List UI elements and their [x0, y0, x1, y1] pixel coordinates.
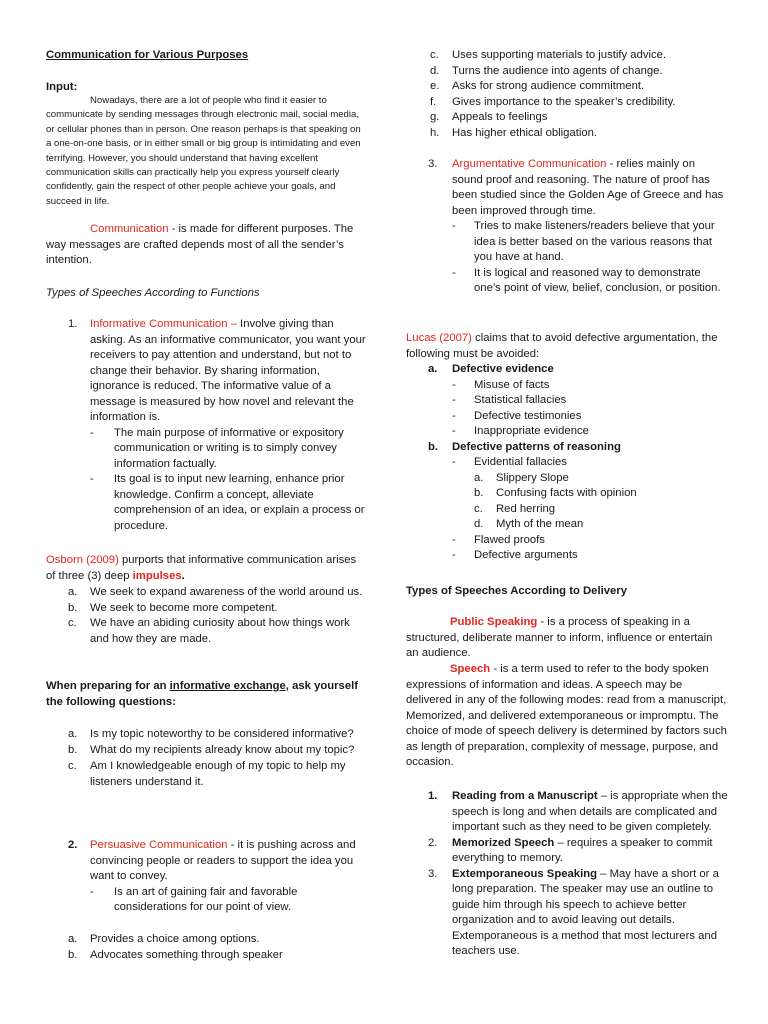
- list-item: a. Provides a choice among options.: [68, 933, 260, 945]
- informative-paragraph: [90, 317, 366, 426]
- communication-paragraph: [46, 222, 364, 269]
- osborn-paragraph: Osborn (2009) purports that informative communication arises of three (3) deep impulses.: [46, 554, 357, 582]
- defective-list: [428, 362, 728, 564]
- lucas-citation: Lucas (2007): [406, 332, 472, 344]
- lucas-paragraph: Lucas (2007) claims that to avoid defective argumentation, the following must be avoided:: [406, 332, 718, 360]
- list-item: b. We seek to become more competent.: [68, 601, 278, 614]
- list-item: b. Confusing facts with opinion: [474, 487, 637, 499]
- list-item: e. Asks for strong audience commitment.: [430, 80, 645, 92]
- list-item: b. Defective patterns of reasoning: [428, 440, 621, 453]
- list-item: - Statistical fallacies: [452, 394, 567, 406]
- public-speaking-term: Public Speaking: [450, 616, 538, 628]
- persuasive-number: 2.: [68, 839, 78, 851]
- argumentative-definition: - relies mainly on sound proof and reasoning. The nature of proof has been studied since the Golden Age of Greece and has been improved through time.: [452, 158, 724, 217]
- list-item: f. Gives importance to the speaker’s credibility.: [430, 95, 676, 108]
- list-item: a. Is my topic noteworthy to be considered informative?: [68, 728, 354, 740]
- argumentative-paragraph: [452, 157, 728, 219]
- list-item: 2. Memorized Speech – requires a speaker to commit everything to memory.: [428, 836, 713, 864]
- public-speaking-paragraph: Public Speaking - is a process of speaking in a structured, deliberate manner to inform, influence or entertain an audience.: [406, 616, 713, 659]
- impulses-term: impulses: [132, 569, 182, 582]
- informative-section: [68, 317, 366, 534]
- informative-term: Informative Communication –: [90, 318, 237, 330]
- list-item: a. We seek to expand awareness of the world around us.: [68, 586, 363, 598]
- communication-definition: - is made for different purposes. The way messages are crafted depends most of all the sender’s intention.: [46, 223, 354, 266]
- informative-exchange-term: informative exchange,: [169, 680, 289, 692]
- list-item: h. Has higher ethical obligation.: [430, 126, 598, 139]
- informative-number: 1.: [68, 318, 78, 330]
- list-item: c. Uses supporting materials to justify advice.: [430, 49, 667, 61]
- mode-term: Extemporaneous Speaking: [452, 867, 598, 880]
- list-item: b. What do my recipients already know about my topic?: [68, 744, 355, 756]
- persuasive-section: [68, 838, 366, 916]
- document-title: Communication for Various Purposes: [46, 49, 249, 61]
- osborn-list: [68, 585, 366, 647]
- list-item: - Its goal is to input new learning, enhance prior knowledge. Confirm a concept, alleviate comprehension of an idea, or explain a process or procedure.: [90, 473, 365, 532]
- list-item: - Defective testimonies: [452, 409, 582, 422]
- argumentative-term: Argumentative Communication: [452, 158, 607, 170]
- preparing-paragraph: When preparing for an informative exchange, ask yourself the following questions:: [46, 680, 359, 708]
- list-item: c. Am I knowledgeable enough of my topic to help my listeners understand it.: [68, 760, 346, 788]
- communication-term: Communication: [90, 223, 169, 235]
- list-item: 1. Reading from a Manuscript – is appropriate when the speech is long and when details are complicated and important such as they need to be given completely.: [428, 790, 728, 833]
- persuasive-paragraph: [90, 838, 366, 885]
- argumentative-section: [428, 157, 728, 297]
- list-item: - Inappropriate evidence: [452, 425, 589, 437]
- list-item: - The main purpose of informative or expository communication or writing is to simply convey information factually.: [90, 426, 344, 470]
- osborn-citation: Osborn (2009): [46, 554, 119, 566]
- delivery-modes-list: [428, 789, 728, 960]
- list-item: a. Defective evidence: [428, 363, 554, 375]
- list-item: g. Appeals to feelings: [430, 111, 548, 123]
- list-item: a. Slippery Slope: [474, 471, 569, 484]
- list-item: c. Red herring: [474, 502, 556, 515]
- speech-term: Speech: [450, 663, 491, 675]
- mode-term: Reading from a Manuscript: [452, 790, 598, 802]
- list-item: d. Turns the audience into agents of change.: [430, 64, 663, 77]
- informative-definition: Involve giving than asking. As an informative communicator, you want your receivers to pay attention and understand, but not to change their behavior. By sharing information, ignorance is reduced. The informative value of a message is measured by how novel and relevant the information is.: [90, 318, 366, 423]
- list-item: - Defective arguments: [452, 549, 578, 561]
- types-functions-heading: Types of Speeches According to Functions: [46, 287, 260, 299]
- argumentative-number: 3.: [428, 158, 438, 170]
- types-delivery-heading: Types of Speeches According to Delivery: [406, 585, 627, 597]
- list-item: - Misuse of facts: [452, 378, 550, 391]
- list-item: - Flawed proofs: [452, 533, 545, 546]
- list-item: - Tries to make listeners/readers believe that your idea is better based on the various reasons that you have at hand.: [452, 220, 715, 263]
- persuasive-continued-list: [430, 48, 728, 141]
- persuasive-term: Persuasive Communication: [90, 839, 228, 851]
- list-item: b. Advocates something through speaker: [68, 948, 283, 961]
- list-item: - Is an art of gaining fair and favorable considerations for our point of view.: [90, 885, 298, 913]
- input-heading: Input:: [46, 81, 78, 93]
- list-item: d. Myth of the mean: [474, 518, 584, 530]
- persuasive-list: [68, 932, 366, 963]
- mode-term: Memorized Speech: [452, 836, 555, 849]
- list-item: c. We have an abiding curiosity about how things work and how they are made.: [68, 617, 350, 645]
- list-item: 3. Extemporaneous Speaking – May have a short or a long preparation. The speaker may use an outline to guide him through his speech to achieve better organization and to avoid leaving out details. Extemporaneous is a method that most lecturers and teachers use.: [428, 867, 719, 957]
- persuasive-definition: - it is pushing across and convincing people or readers to support the idea you want to convey.: [90, 839, 356, 882]
- list-item: - Evidential fallacies: [452, 456, 567, 468]
- input-paragraph: Nowadays, there are a lot of people who find it easier to communicate by sending messages through electronic mail, social media, or cellular phones than in person. One reason perhaps is that speaking on a one-on-one basis, or in either small or big group is intimidating and even terrifying. However, you should understand that having excellent communication skills can practically help you express yourself clearly confidently, gain the respect of other people achieve your goals, and succeed in life.: [46, 95, 361, 207]
- questions-list: [68, 727, 366, 790]
- speech-paragraph: Speech - is a term used to refer to the body spoken expressions of information and ideas. A speech may be delivered in any of the following modes: read from a manuscript, Memorized, and delivered extemporaneous or impromptu. The choice of mode of speech delivery is determined by factors such as length of preparation, complexity of message, purpose, and occasion.: [406, 663, 727, 768]
- list-item: - It is logical and reasoned way to demonstrate one’s point of view, belief, conclusion, or position.: [452, 266, 721, 294]
